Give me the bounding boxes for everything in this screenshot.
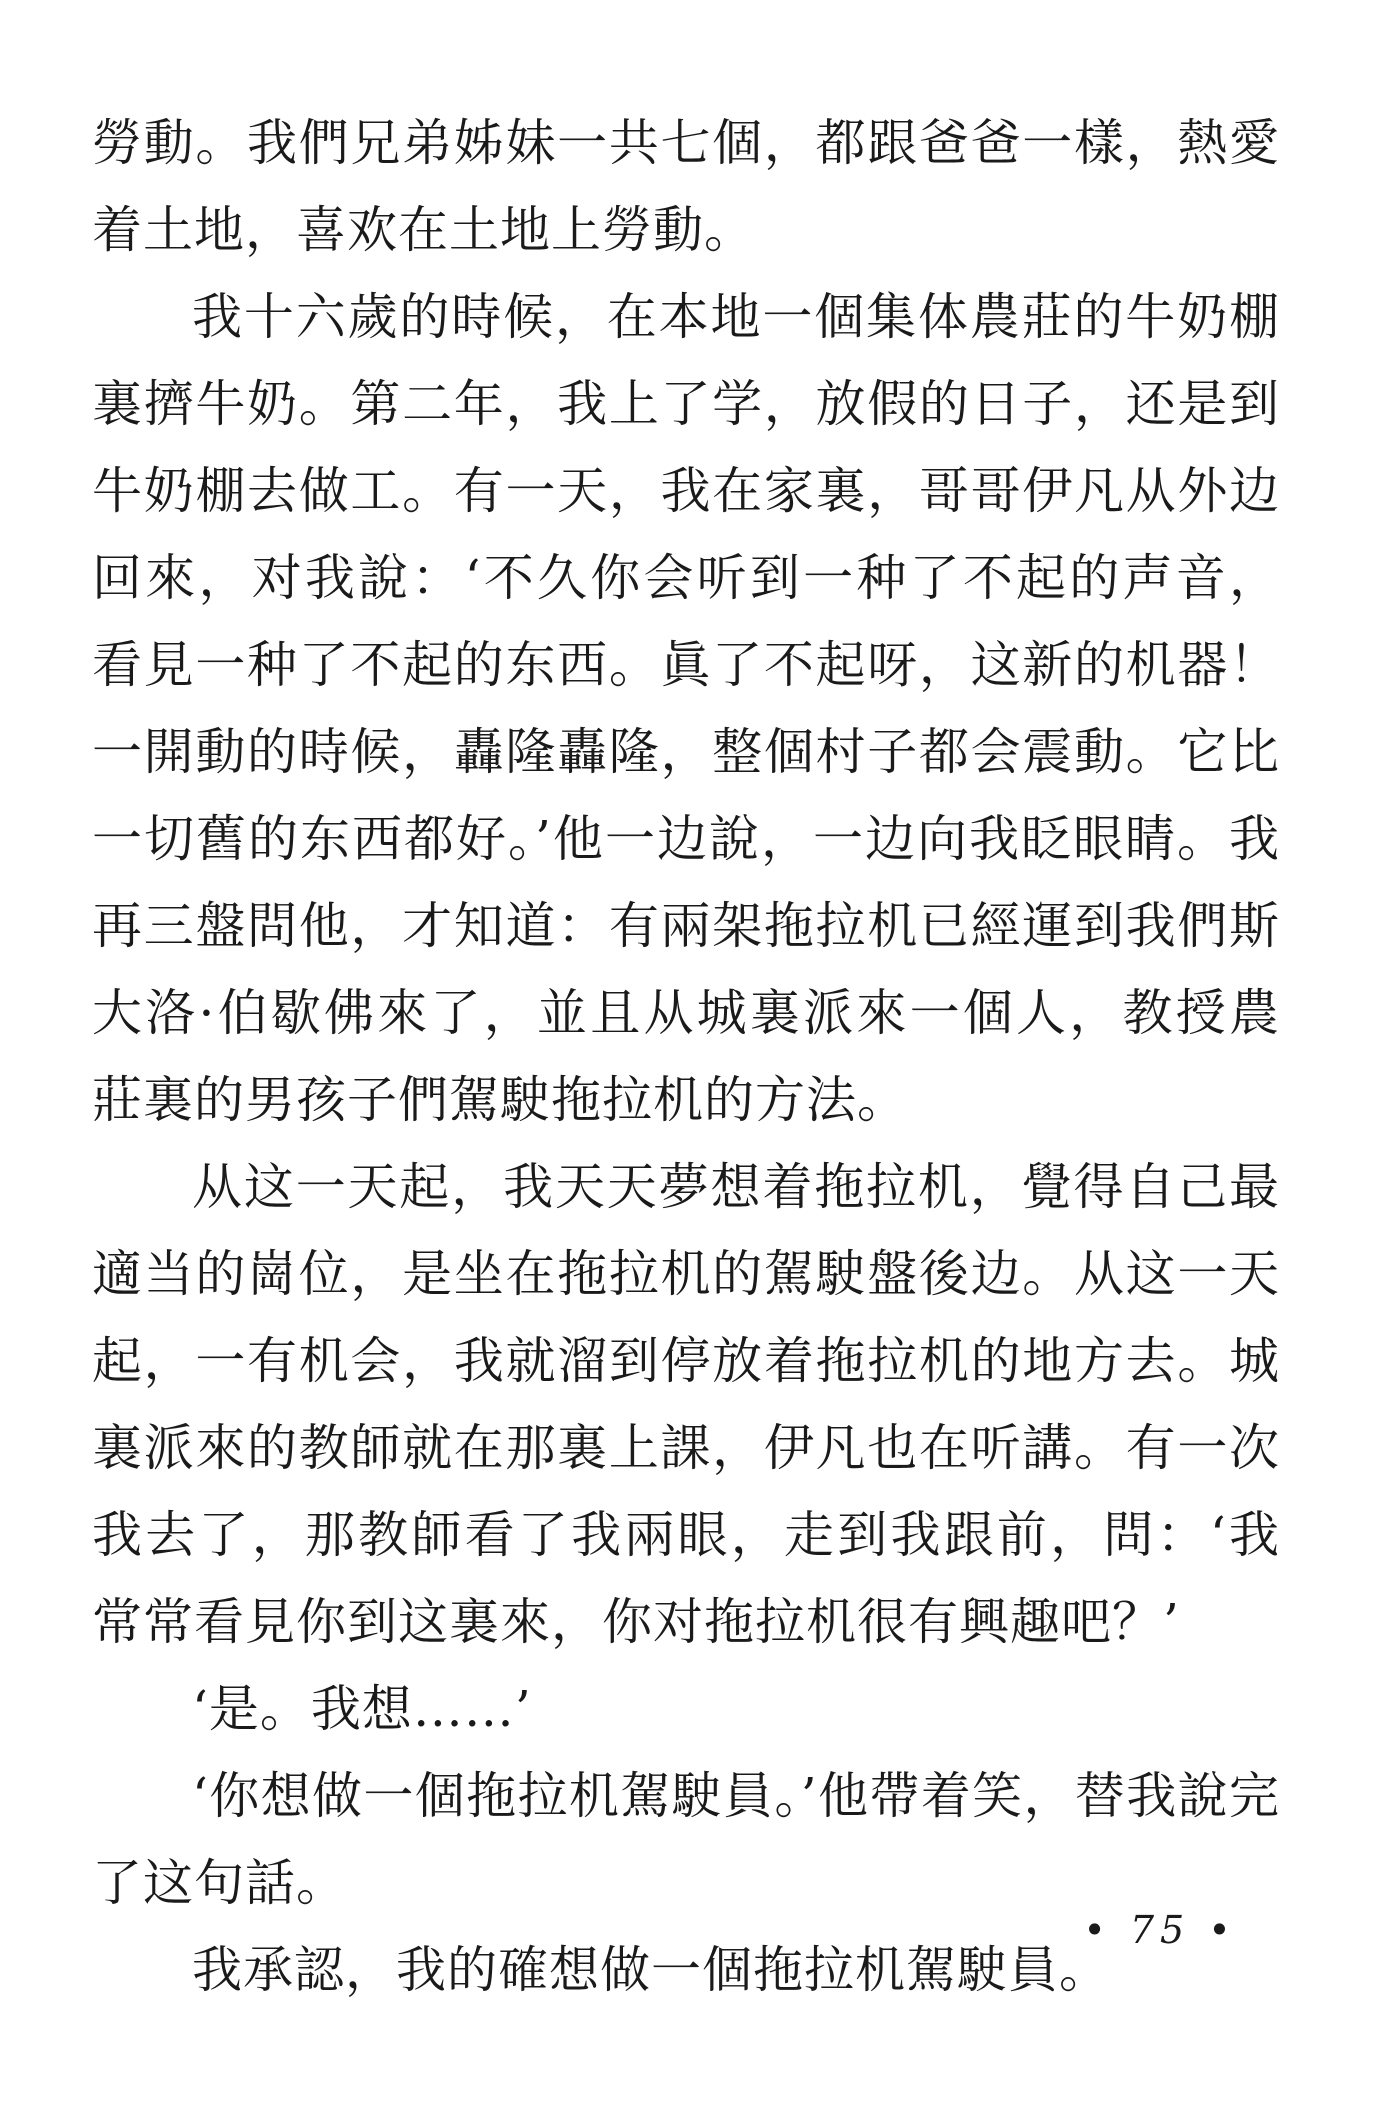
paragraph-2: 我十六歲的時候，在本地一個集体農莊的牛奶棚裏擠牛奶。第二年，我上了学，放假的日子，还是到牛奶棚去做工。有一天，我在家裏，哥哥伊凡从外边回來，对我說：‘不久你会听到一种了不起的声音，看見一种了不起的东西。眞了不起呀，这新的机器！一開動的時候，轟隆轟隆，整個村子都会震動。它比一切舊的东西都好。’他一边說，一边向我眨眼睛。我再三盤問他，才知道：有兩架拖拉机已經運到我們斯大洛·伯歇佛來了，並且从城裏派來一個人，教授農莊裏的男孩子們駕駛拖拉机的方法。 [92,288,1280,1129]
paragraph-4: ‘是。我想……’ [192,1680,532,1738]
paragraph-3: 从这一天起，我天天夢想着拖拉机，覺得自己最適当的崗位，是坐在拖拉机的駕駛盤後边。从这一天起，一有机会，我就溜到停放着拖拉机的地方去。城裏派來的教師就在那裏上課，伊凡也在听講。有一次我去了，那教師看了我兩眼，走到我跟前，問：‘我常常看見你到这裏來，你对拖拉机很有興趣吧？’ [92,1158,1280,1651]
paragraph-1: 勞動。我們兄弟姊妹一共七個，都跟爸爸一樣，熱愛着土地，喜欢在土地上勞動。 [92,114,1280,259]
page-number: • 75 • [1083,1908,1237,1952]
paragraph-6: 我承認，我的確想做一個拖拉机駕駛員。 [192,1941,1110,1999]
paragraph-5: ‘你想做一個拖拉机駕駛員。’他帶着笑，替我說完了这句話。 [92,1767,1280,1912]
body-text [92,100,1280,2014]
